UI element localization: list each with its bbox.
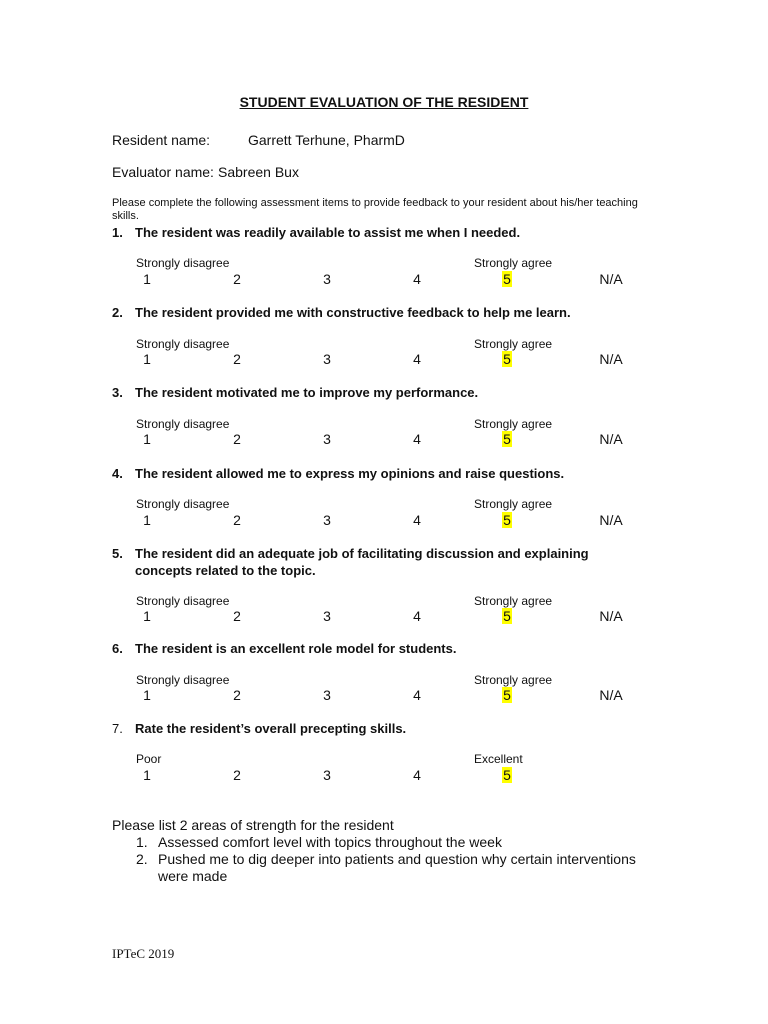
scale-high-label: Strongly agree bbox=[474, 256, 553, 270]
rating-option-selected bbox=[492, 431, 522, 447]
rating-option-value: 3 bbox=[323, 351, 331, 367]
evaluator-name-label: Evaluator name: bbox=[112, 164, 214, 180]
rating-option-value: 3 bbox=[323, 431, 331, 447]
rating-option-value: 5 bbox=[503, 351, 511, 367]
scale-low-label: Strongly disagree bbox=[136, 417, 230, 431]
question-number: 1. bbox=[112, 225, 123, 240]
rating-option bbox=[312, 431, 342, 447]
strength-text: Pushed me to dig deeper into patients and question why certain interventions were made bbox=[158, 851, 636, 884]
question-text: The resident provided me with constructive feedback to help me learn. bbox=[135, 305, 571, 320]
rating-option-value: 5 bbox=[503, 512, 511, 528]
rating-option-value: 1 bbox=[143, 271, 151, 287]
rating-option bbox=[132, 351, 162, 367]
rating-option-value: 3 bbox=[323, 512, 331, 528]
rating-option bbox=[596, 271, 626, 287]
rating-option bbox=[402, 512, 432, 528]
rating-option-value: 2 bbox=[233, 271, 241, 287]
rating-option bbox=[132, 767, 162, 783]
rating-option-value: 4 bbox=[413, 687, 421, 703]
question-number: 7. bbox=[112, 721, 123, 736]
rating-option-selected bbox=[492, 608, 522, 624]
rating-option-value: 1 bbox=[143, 687, 151, 703]
rating-option-value: 3 bbox=[323, 687, 331, 703]
scale-low-label: Strongly disagree bbox=[136, 497, 230, 511]
scale-low-label: Strongly disagree bbox=[136, 256, 230, 270]
rating-option-value: 2 bbox=[233, 431, 241, 447]
rating-option bbox=[312, 271, 342, 287]
question-number: 4. bbox=[112, 466, 123, 481]
rating-option-selected bbox=[492, 512, 522, 528]
rating-option bbox=[402, 687, 432, 703]
rating-option bbox=[222, 271, 252, 287]
rating-option bbox=[132, 271, 162, 287]
rating-option-value: 1 bbox=[143, 431, 151, 447]
rating-option bbox=[132, 431, 162, 447]
rating-option-value: N/A bbox=[599, 608, 623, 624]
rating-option bbox=[402, 608, 432, 624]
rating-option-value: N/A bbox=[599, 687, 623, 703]
strength-number: 2. bbox=[136, 851, 148, 867]
scale-high-label: Strongly agree bbox=[474, 594, 553, 608]
rating-option bbox=[596, 431, 626, 447]
rating-option bbox=[222, 351, 252, 367]
rating-option bbox=[222, 767, 252, 783]
scale-high-label: Excellent bbox=[474, 752, 523, 766]
rating-option-value: 4 bbox=[413, 431, 421, 447]
rating-option bbox=[222, 512, 252, 528]
rating-option bbox=[312, 687, 342, 703]
rating-option-value: 1 bbox=[143, 351, 151, 367]
scale-low-label: Strongly disagree bbox=[136, 594, 230, 608]
question-text: Rate the resident’s overall precepting skills. bbox=[135, 721, 407, 736]
rating-option bbox=[312, 351, 342, 367]
question-text: The resident did an adequate job of facilitating discussion and explaining concepts related to the topic. bbox=[135, 546, 589, 578]
strength-text: Assessed comfort level with topics throughout the week bbox=[158, 834, 502, 850]
rating-option-value: 2 bbox=[233, 687, 241, 703]
rating-option-value: 2 bbox=[233, 512, 241, 528]
rating-option bbox=[132, 687, 162, 703]
rating-option-value: N/A bbox=[599, 512, 623, 528]
rating-option-value: 1 bbox=[143, 767, 151, 783]
rating-option-value: N/A bbox=[599, 351, 623, 367]
rating-option-selected bbox=[492, 351, 522, 367]
rating-option-value: 1 bbox=[143, 512, 151, 528]
page-title: STUDENT EVALUATION OF THE RESIDENT bbox=[239, 94, 529, 110]
rating-option bbox=[596, 608, 626, 624]
scale-high-label: Strongly agree bbox=[474, 417, 553, 431]
rating-option bbox=[596, 512, 626, 528]
rating-option-value: 2 bbox=[233, 767, 241, 783]
rating-option-value: 2 bbox=[233, 608, 241, 624]
rating-option-value: 5 bbox=[503, 608, 511, 624]
evaluator-name-value: Sabreen Bux bbox=[218, 164, 299, 180]
rating-option-value: 4 bbox=[413, 271, 421, 287]
rating-option-value: N/A bbox=[599, 431, 623, 447]
rating-option-value: 5 bbox=[503, 767, 511, 783]
scale-low-label: Strongly disagree bbox=[136, 337, 230, 351]
rating-option-value: N/A bbox=[599, 271, 623, 287]
scale-low-label: Poor bbox=[136, 752, 162, 766]
rating-option bbox=[312, 512, 342, 528]
rating-option-value: 5 bbox=[503, 271, 511, 287]
resident-name-value: Garrett Terhune, PharmD bbox=[248, 132, 405, 148]
scale-low-label: Strongly disagree bbox=[136, 673, 230, 687]
rating-option-value: 5 bbox=[503, 687, 511, 703]
scale-high-label: Strongly agree bbox=[474, 337, 553, 351]
scale-high-label: Strongly agree bbox=[474, 673, 553, 687]
question-number: 6. bbox=[112, 641, 123, 656]
rating-option-value: 4 bbox=[413, 512, 421, 528]
footer-text: IPTeC 2019 bbox=[112, 946, 175, 961]
resident-name-label: Resident name: bbox=[112, 132, 211, 148]
strengths-prompt: Please list 2 areas of strength for the resident bbox=[112, 817, 394, 833]
rating-option bbox=[596, 687, 626, 703]
rating-option bbox=[402, 271, 432, 287]
rating-option-value: 4 bbox=[413, 351, 421, 367]
rating-option bbox=[132, 608, 162, 624]
rating-option-selected bbox=[492, 687, 522, 703]
rating-option bbox=[132, 512, 162, 528]
instructions: Please complete the following assessment items to provide feedback to your resident about his/her teaching skills. bbox=[112, 197, 638, 222]
rating-option-selected bbox=[492, 767, 522, 783]
strength-number: 1. bbox=[136, 834, 148, 850]
rating-option bbox=[402, 431, 432, 447]
rating-option-value: 5 bbox=[503, 431, 511, 447]
question-text: The resident motivated me to improve my performance. bbox=[135, 385, 479, 400]
rating-option bbox=[402, 351, 432, 367]
question-number: 2. bbox=[112, 305, 123, 320]
rating-option bbox=[402, 767, 432, 783]
question-text: The resident was readily available to assist me when I needed. bbox=[135, 225, 521, 240]
rating-option-value: 3 bbox=[323, 608, 331, 624]
question-number: 5. bbox=[112, 546, 123, 561]
rating-option-value: 4 bbox=[413, 767, 421, 783]
rating-option bbox=[222, 687, 252, 703]
rating-option-selected bbox=[492, 271, 522, 287]
rating-option bbox=[222, 431, 252, 447]
question-text: The resident allowed me to express my opinions and raise questions. bbox=[135, 466, 565, 481]
rating-option-value: 4 bbox=[413, 608, 421, 624]
rating-option bbox=[222, 608, 252, 624]
question-text: The resident is an excellent role model for students. bbox=[135, 641, 457, 656]
rating-option-value: 2 bbox=[233, 351, 241, 367]
question-number: 3. bbox=[112, 385, 123, 400]
rating-option-value: 1 bbox=[143, 608, 151, 624]
rating-option-value: 3 bbox=[323, 271, 331, 287]
rating-option bbox=[312, 767, 342, 783]
rating-option bbox=[596, 351, 626, 367]
rating-option bbox=[312, 608, 342, 624]
rating-option-value: 3 bbox=[323, 767, 331, 783]
scale-high-label: Strongly agree bbox=[474, 497, 553, 511]
